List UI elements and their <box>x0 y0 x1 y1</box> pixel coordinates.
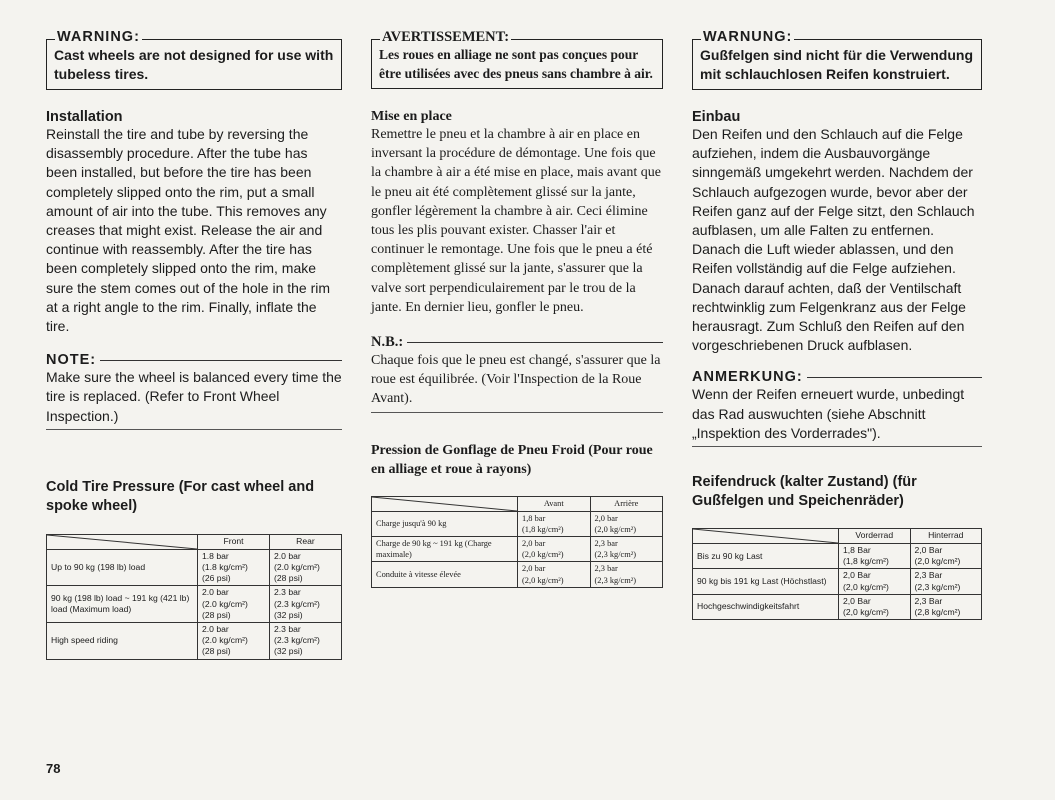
front-value: 2,0 bar (2,0 kg/cm²) <box>518 562 591 587</box>
pressure-table <box>371 496 663 588</box>
row-label: 90 kg bis 191 kg Last (Höchstlast) <box>693 569 839 594</box>
note-title: NOTE: <box>46 352 97 369</box>
installation-heading: Installation <box>46 109 123 125</box>
installation-heading: Mise en place <box>371 109 452 124</box>
table-header-row <box>47 534 342 549</box>
front-header: Vorderrad <box>839 529 911 544</box>
warning-text: Les roues en alliage ne sont pas conçues pour être utilisées avec des pneus sans chambre à air. <box>379 47 653 81</box>
german-column <box>692 30 982 620</box>
installation-heading: Einbau <box>692 109 741 125</box>
row-label: Charge jusqu'à 90 kg <box>372 511 518 536</box>
row-label: Bis zu 90 kg Last <box>693 544 839 569</box>
diagonal-line <box>47 535 197 549</box>
pressure-heading: Cold Tire Pressure (For cast wheel and spoke wheel) <box>46 478 315 514</box>
note-text: Chaque fois que le pneu est changé, s'assurer que la roue est équilibrée. (Voir l'Inspection de la Roue Avant). <box>371 353 661 407</box>
rear-value: 2,3 bar (2,3 kg/cm²) <box>590 537 663 562</box>
row-label: 90 kg (198 lb) load ~ 191 kg (421 lb) load (Maximum load) <box>47 586 198 623</box>
row-label: High speed riding <box>47 623 198 660</box>
pressure-table <box>692 528 982 620</box>
warning-title: WARNUNG: <box>703 29 793 45</box>
rear-value: 2.3 bar (2.3 kg/cm²) (32 psi) <box>270 586 342 623</box>
rear-value: 2.3 bar (2.3 kg/cm²) (32 psi) <box>270 623 342 660</box>
page-number: 78 <box>46 761 61 776</box>
installation-text: Den Reifen und den Schlauch auf die Felge aufziehen, indem die Ausbauvorgänge sinngemäß umgekehrt werden. Nachdem der Schlauch aufgezogen wurde, bevor aber der Reifen ganz auf der Felge sitzt, den Schlauch aufblasen, um alle Falten zu entfernen. Danach die Luft wieder ablassen, und den Reifen vollständig auf die Felge aufziehen. Danach darauf achten, daß der Ventilschaft rechtwinklig zum Felgenkranz aus der Felge herausragt. Zum Schluß den Reifen auf den vorgeschriebenen Druck aufblasen. <box>692 126 975 354</box>
rear-value: 2.0 bar (2.0 kg/cm²) (28 psi) <box>270 549 342 586</box>
diagonal-header-cell <box>693 529 839 544</box>
rear-value: 2,3 Bar (2,8 kg/cm²) <box>910 594 982 619</box>
english-column <box>46 30 342 660</box>
diagonal-header-cell <box>372 496 518 511</box>
front-value: 1.8 bar (1.8 kg/cm²) (26 psi) <box>198 549 270 586</box>
warning-box <box>692 29 982 90</box>
table-row <box>372 562 663 587</box>
front-header: Front <box>198 534 270 549</box>
warning-text: Cast wheels are not designed for use with tubeless tires. <box>54 47 334 82</box>
note-title: ANMERKUNG: <box>692 369 803 386</box>
diagonal-line <box>372 497 517 511</box>
warning-box <box>46 29 342 90</box>
row-label: Hochgeschwindigkeitsfahrt <box>693 594 839 619</box>
pressure-table <box>46 534 342 660</box>
rear-header: Hinterrad <box>910 529 982 544</box>
front-value: 2.0 bar (2.0 kg/cm²) (28 psi) <box>198 586 270 623</box>
row-label: Up to 90 kg (198 lb) load <box>47 549 198 586</box>
warning-box <box>371 29 663 89</box>
note-heading <box>692 369 982 385</box>
row-label: Conduite à vitesse élevée <box>372 562 518 587</box>
note-title: N.B.: <box>371 334 404 351</box>
table-row <box>47 623 342 660</box>
note-rule <box>407 342 663 343</box>
table-header-row <box>693 529 982 544</box>
pressure-heading: Reifendruck (kalter Zustand) (für Gußfelgen und Speichenräder) <box>692 474 917 510</box>
row-label: Charge de 90 kg ~ 191 kg (Charge maximale) <box>372 537 518 562</box>
rear-header: Arrière <box>590 496 663 511</box>
note-block <box>46 352 342 430</box>
table-row <box>693 544 982 569</box>
installation-text: Reinstall the tire and tube by reversing the disassembly procedure. After the tube has been installed, but before the tire has been completely slipped onto the rim, put a small amount of air into the tube. This removes any creases that might exist. Release the air and continue with reassembly. After the tire has been completely slipped onto the rim, make sure the stem comes out of the hole in the rim at a right angle to the rim. Finally, inflate the tire. <box>46 126 331 335</box>
front-value: 1,8 bar (1,8 kg/cm²) <box>518 511 591 536</box>
note-text: Make sure the wheel is balanced every time the tire is replaced. (Refer to Front Wheel Inspection.) <box>46 369 342 424</box>
french-column <box>371 30 663 588</box>
rear-value: 2,3 bar (2,3 kg/cm²) <box>590 562 663 587</box>
diagonal-line <box>693 529 838 543</box>
note-text: Wenn der Reifen erneuert wurde, unbedingt das Rad auswuchten (siehe Abschnitt „Inspektion des Vorderrades"). <box>692 386 965 441</box>
rear-value: 2,3 Bar (2,3 kg/cm²) <box>910 569 982 594</box>
front-value: 2,0 Bar (2,0 kg/cm²) <box>839 569 911 594</box>
note-rule <box>100 360 342 361</box>
note-block <box>371 334 663 413</box>
table-row <box>372 537 663 562</box>
front-header: Avant <box>518 496 591 511</box>
warning-text: Gußfelgen sind nicht für die Verwendung mit schlauchlosen Reifen konstruiert. <box>700 47 974 82</box>
table-row <box>693 594 982 619</box>
front-value: 1,8 Bar (1,8 kg/cm²) <box>839 544 911 569</box>
table-header-row <box>372 496 663 511</box>
table-row <box>372 511 663 536</box>
warning-title: WARNING: <box>57 29 140 45</box>
warning-title: AVERTISSEMENT: <box>382 29 510 45</box>
rear-value: 2,0 Bar (2,0 kg/cm²) <box>910 544 982 569</box>
note-block <box>692 369 982 447</box>
table-row <box>693 569 982 594</box>
note-heading <box>371 334 663 351</box>
note-heading <box>46 352 342 368</box>
table-row <box>47 549 342 586</box>
rear-value: 2,0 bar (2,0 kg/cm²) <box>590 511 663 536</box>
note-rule <box>807 377 982 378</box>
diagonal-header-cell <box>47 534 198 549</box>
front-value: 2,0 Bar (2,0 kg/cm²) <box>839 594 911 619</box>
front-value: 2.0 bar (2.0 kg/cm²) (28 psi) <box>198 623 270 660</box>
table-row <box>47 586 342 623</box>
pressure-heading: Pression de Gonflage de Pneu Froid (Pour roue en alliage et roue à rayons) <box>371 442 653 477</box>
rear-header: Rear <box>270 534 342 549</box>
front-value: 2,0 bar (2,0 kg/cm²) <box>518 537 591 562</box>
installation-text: Remettre le pneu et la chambre à air en place en inversant la procédure de démontage. Une fois que la chambre à air a été mise en place, mais avant que le pneu ait été complètement glissé sur la jante, gonfler légèrement la chambre à air. Ceci élimine tous les plis pouvant exister. Chasser l'air et continuer le remontage. Une fois que le pneu a été complètement glissé sur la jante, s'assurer que la valve sort perpendiculairement par le trou de la jante. En dernier lieu, gonfler le pneu. <box>371 127 661 315</box>
